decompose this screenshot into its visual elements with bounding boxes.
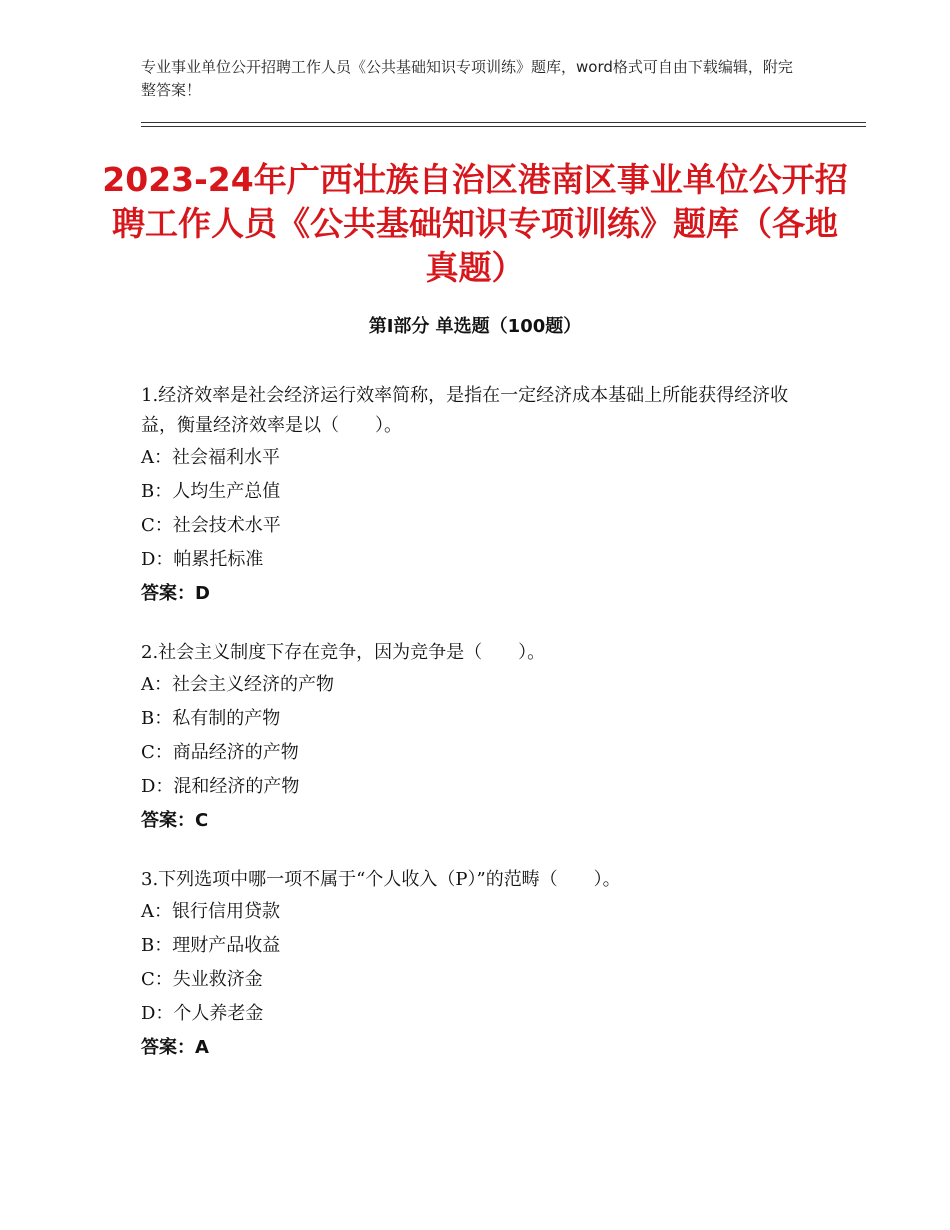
header-note: 专业事业单位公开招聘工作人员《公共基础知识专项训练》题库，word格式可自由下载编辑，附完整答案！ <box>141 58 793 99</box>
option-a: A：社会福利水平 <box>141 447 280 468</box>
option-c: C：商品经济的产物 <box>141 742 299 763</box>
option-b: B：理财产品收益 <box>141 935 281 956</box>
option-b: B：私有制的产物 <box>141 708 281 729</box>
question-1 <box>141 381 811 611</box>
option-c: C：社会技术水平 <box>141 515 281 536</box>
question-stem: 2.社会主义制度下存在竞争，因为竞争是（ ）。 <box>141 642 546 663</box>
option-c: C：失业救济金 <box>141 969 263 990</box>
question-stem: 3.下列选项中哪一项不属于“个人收入（P）”的范畴（ ）。 <box>141 869 621 890</box>
question-3 <box>141 865 811 1065</box>
header-divider-top <box>141 122 866 123</box>
option-d: D：混和经济的产物 <box>141 776 300 797</box>
section-title: 第Ⅰ部分 单选题（100题） <box>368 316 582 337</box>
answer: 答案：C <box>141 810 209 831</box>
header-divider-bottom <box>141 126 866 127</box>
option-d: D：帕累托标准 <box>141 549 264 570</box>
answer: 答案：D <box>141 583 210 604</box>
answer: 答案：A <box>141 1037 209 1058</box>
option-b: B：人均生产总值 <box>141 481 281 502</box>
document-title: 2023-24年广西壮族自治区港南区事业单位公开招聘工作人员《公共基础知识专项训练》题库（各地真题） <box>102 160 848 287</box>
question-2 <box>141 638 811 838</box>
option-a: A：社会主义经济的产物 <box>141 674 334 695</box>
option-a: A：银行信用贷款 <box>141 901 280 922</box>
question-stem: 1.经济效率是社会经济运行效率简称，是指在一定经济成本基础上所能获得经济收益，衡量经济效率是以（ ）。 <box>141 385 789 436</box>
option-d: D：个人养老金 <box>141 1003 264 1024</box>
question-list <box>141 381 811 1092</box>
